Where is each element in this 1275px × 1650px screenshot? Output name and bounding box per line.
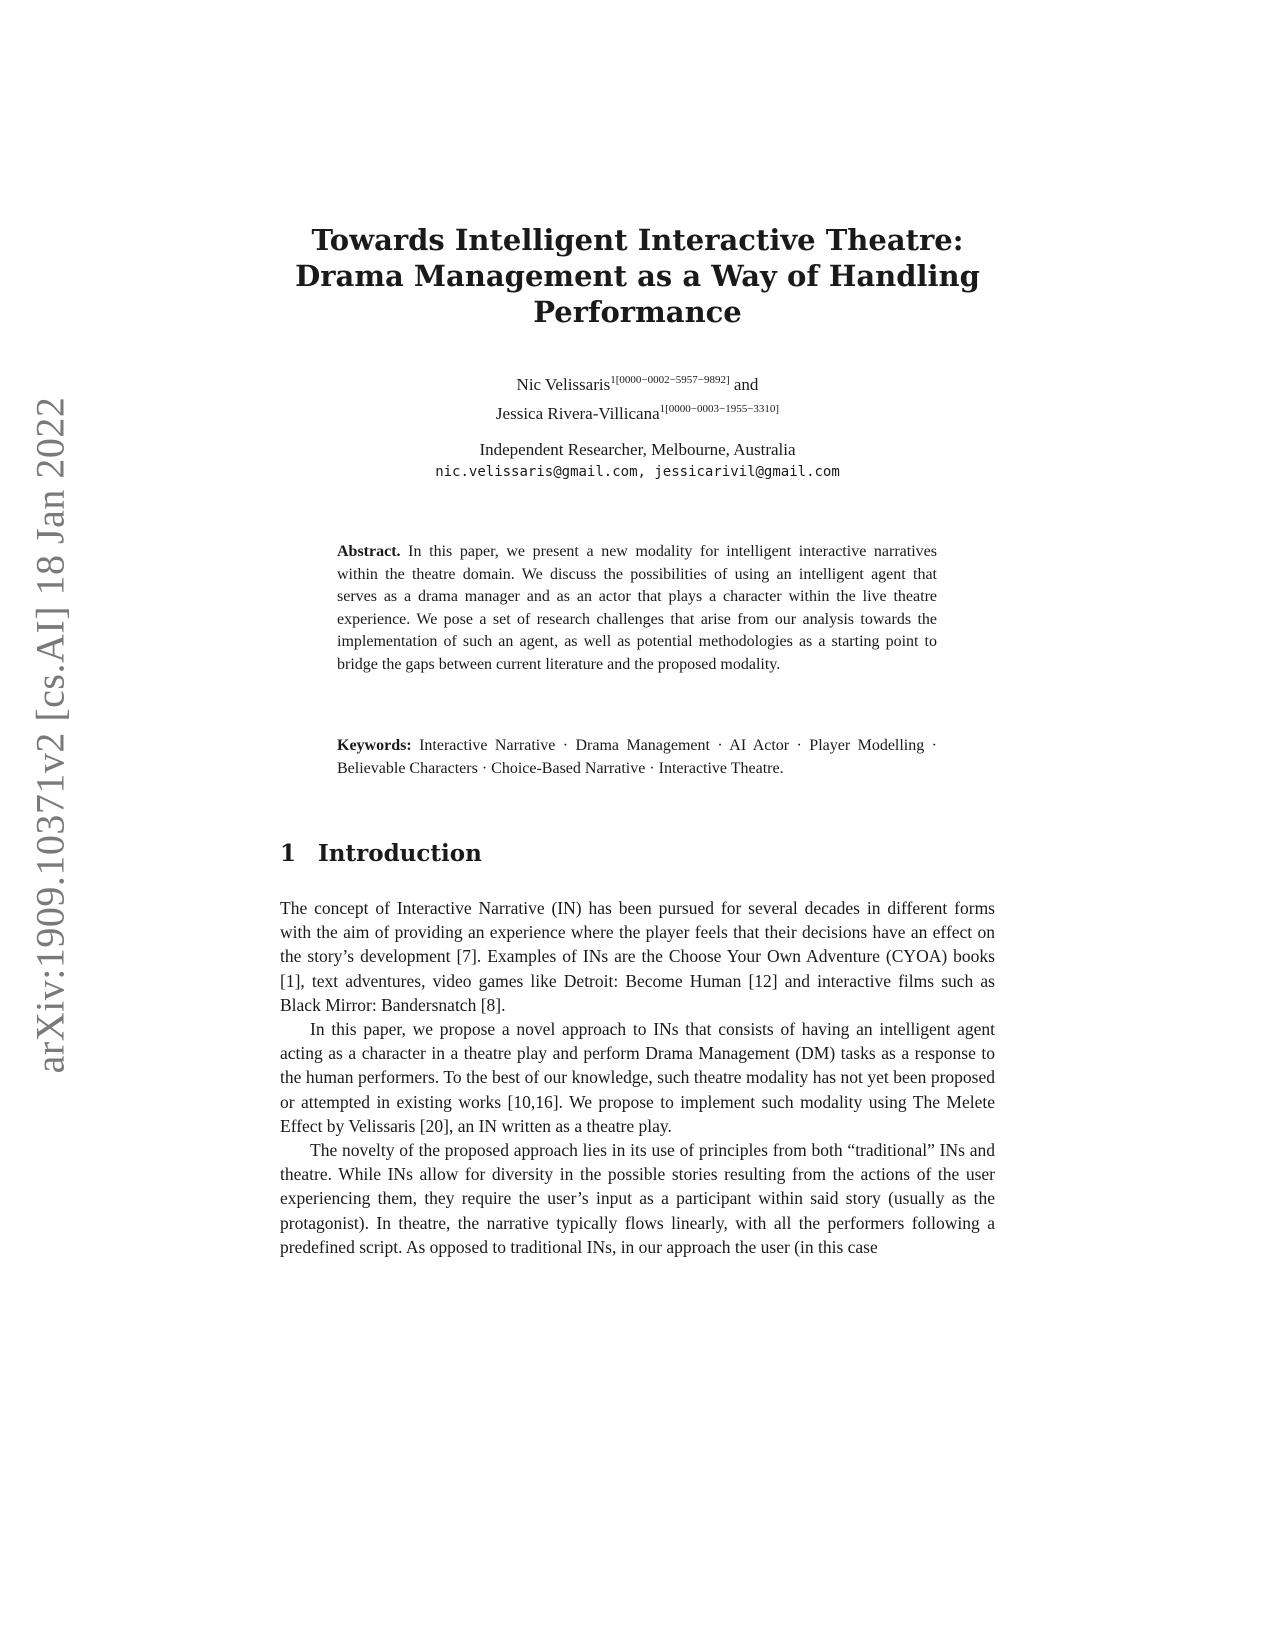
author-entry — [250, 368, 1025, 397]
title-line: Performance — [533, 295, 742, 329]
author-name: Nic Velissaris — [516, 375, 611, 394]
author-list — [250, 368, 1025, 426]
paragraph: The novelty of the proposed approach lies in its use of principles from both “traditional” INs and theatre. While INs allow for diversity in the possible stories resulting from the actions of the user experiencing them, they require the user’s input as a participant within said story (usually as the protagonist). In theatre, the narrative typically flows linearly, with all the performers following a predefined script. As opposed to traditional INs, in our approach the user (in this case — [280, 1140, 995, 1257]
section-title: Introduction — [318, 840, 482, 867]
section-number: 1 — [280, 840, 297, 867]
keywords-text: Interactive Narrative · Drama Management · AI Actor · Player Modelling · Believable Characters · Choice-Based Narrative · Interactive Theatre. — [337, 737, 938, 777]
abstract-label: Abstract. — [337, 543, 401, 560]
author-name: Jessica Rivera-Villicana — [495, 404, 660, 423]
keywords-label: Keywords: — [337, 737, 412, 754]
keywords — [337, 735, 937, 780]
author-entry — [250, 397, 1025, 426]
author-conjunction: and — [729, 375, 759, 394]
abstract-text: In this paper, we present a new modality for intelligent interactive narratives within the theatre domain. We discuss the possibilities of using an intelligent agent that serves as a drama manager and as an actor that plays a character within the live theatre experience. We pose a set of research challenges that arise from our analysis towards the implementation of such an agent, as well as potential methodologies as a starting point to bridge the gaps between current literature and the proposed modality. — [337, 543, 937, 673]
paragraph: In this paper, we propose a novel approach to INs that consists of having an intelligent agent acting as a character in a theatre play and perform Drama Management (DM) tasks as a response to the human performers. To the best of our knowledge, such theatre modality has not yet been proposed or attempted in existing works [10,16]. We propose to implement such modality using The Melete Effect by Velissaris [20], an IN written as a theatre play. — [280, 1019, 995, 1136]
author-emails: nic.velissaris@gmail.com, jessicarivil@gmail.com — [435, 464, 840, 480]
section-heading — [280, 840, 482, 867]
arxiv-sidebar — [27, 396, 73, 1074]
arxiv-identifier: arXiv:1909.10371v2 [cs.AI] 18 Jan 2022 — [27, 396, 73, 1074]
title-line: Towards Intelligent Interactive Theatre: — [311, 223, 964, 257]
section-body — [280, 896, 995, 1259]
paragraph: The concept of Interactive Narrative (IN) has been pursued for several decades in different forms with the aim of providing an experience where the player feels that their decisions have an effect on the story’s development [7]. Examples of INs are the Choose Your Own Adventure (CYOA) books [1], text adventures, video games like Detroit: Become Human [12] and interactive films such as Black Mirror: Bandersnatch [8]. — [280, 898, 995, 1015]
affiliation: Independent Researcher, Melbourne, Australia — [479, 440, 796, 459]
author-orcid: 1[0000−0003−1955−3310] — [659, 403, 780, 415]
paper-title — [250, 222, 1025, 330]
title-line: Drama Management as a Way of Handling — [295, 259, 980, 293]
abstract — [337, 541, 937, 676]
affiliation-block — [250, 438, 1025, 484]
author-orcid: 1[0000−0002−5957−9892] — [610, 374, 730, 386]
